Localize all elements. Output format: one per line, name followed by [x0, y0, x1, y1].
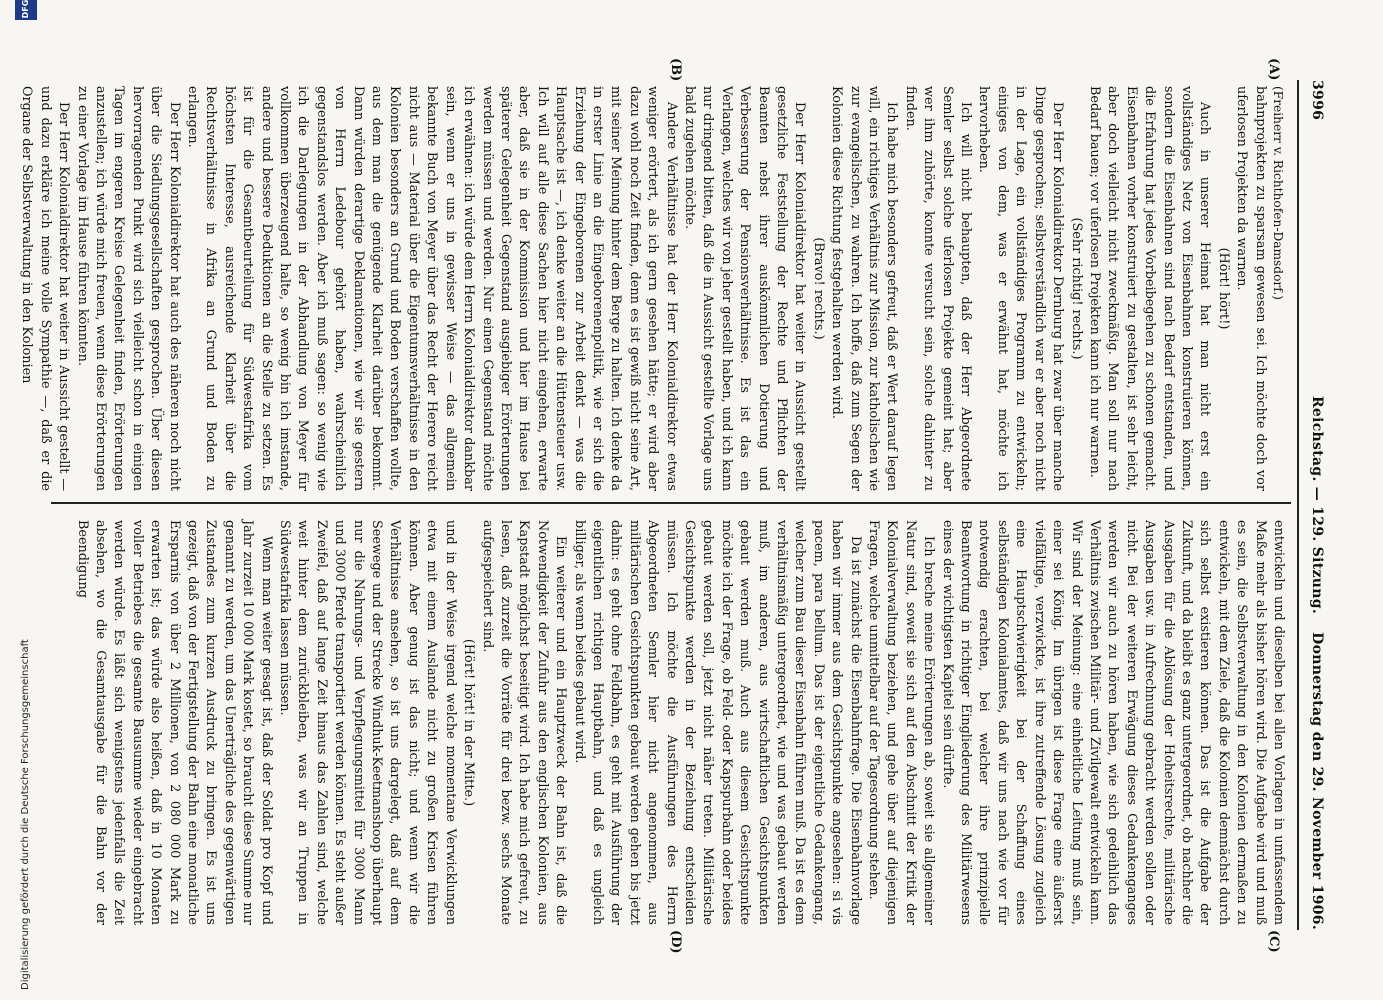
interjection: (Bravo! rechts.)	[810, 237, 826, 340]
paragraph: Der Herr Kolonialdirektor hat weiter in Aussicht gestellt gesetzliche Feststellung der Rechte und Pflichten der Beamten nebst ihrer auskömmlichen Dotierung und Verbesserung der Pensionsverhältnisse. Es ist das ein Verlangen, welches wir von jeher gestellt haben, und ich kann nur dringend bitten, daß die in Aussicht gestellte Vorlage uns bald zugehen möchte.	[682, 86, 808, 491]
interjection: (Hört! hört! in der Mitte.)	[461, 638, 477, 807]
paragraph: bahnprojekten zu sparsam gewesen sei. Ich möchte doch vor uferlosen Projekten da warnen.	[1234, 86, 1268, 491]
margin-marker-b: (B)	[668, 58, 683, 82]
margin-marker-a: (A)	[1266, 58, 1281, 81]
page-number: 3996	[1309, 80, 1325, 121]
margin-marker-c: (C)	[1266, 930, 1281, 953]
page-title: Reichstag. — 129. Sitzung.	[1309, 395, 1325, 615]
paragraph: Auch in unserer Heimat hat man nicht erst ein vollständiges Netz von Eisenbahnen konstruieren können, sondern die Eisenbahnen sind nach Bedarf entstanden, und die Erfahrung hat jedes Vorbeibegehen zu schonen gemacht. Eisenbahnen vorher konstruiert zu gestalten, ist sehr leicht, aber doch vielleicht nicht zweckmäßig. Man soll nur nach Bedarf bauen; vor uferlosen Projekten kann ich nur warnen.	[1086, 86, 1213, 491]
paragraph: Andere Verhältnisse hat der Herr Kolonialdirektor etwas weniger erörtert, als ich gern gesehen hätte; er wird aber dazu wohl noch Zeit finden, denn es ist gewiß nicht seine Art, mit seiner Meinung hinter dem Berge zu halten. Ich denke da in erster Linie an die Eingeborenenpolitik, wie er sich die Erziehung der Eingeborenen zur Arbeit denkt — was die Hauptsache ist —, ich denke weiter an die Hüttensteuer usw. Ich will auf alle diese Sachen hier nicht eingehen, erwarte aber, daß sie in der Kommission und hier im Hause bei späterer Gelegenheit Gegenstand ausgiebiger Erörterungen werden müssen und werden. Nur einen Gegenstand möchte ich erwähnen: ich würde dem Herrn Kolonialdirektor dankbar sein, wenn er uns in gewisser Weise — das allgemein bekannte Buch von Meyer über das Recht der Herero reicht nicht aus — Material über die Eigentumsverhältnisse in den Kolonien besonders an Grund und Boden verschaffen wollte, aus dem man die genügende Klarheit darüber bekommt. Dann würden derartige Deklamationen, wie wir sie gestern von Herrn Ledebour gehört haben, wahrscheinlich gegenstandslos werden. Aber ich muß sagen: so wenig wie ich die Darlegungen in der Abhandlung von Meyer für vollkommen überzeugend halte, so wenig bin ich imstande, andere und bessere Deduktionen an die Stelle zu setzen. Es ist für die Gesamtbeurteilung für Südwestafrika vom höchsten Interesse, ausreichende Klarheit über die Rechtsverhältnisse in Afrika an Grund und Boden zu erlangen.	[185, 86, 679, 491]
interjection: (Hört! hört!)	[1215, 247, 1231, 330]
paragraph: Der Herr Kolonialdirektor Dernburg hat zwar über manche Dinge gesprochen; selbstverständlich war er aber noch nicht in der Lage, ein vollständiges Programm zu entwickeln; einiges von dem, was er erwähnt hat, möchte ich hervorheben.	[976, 86, 1066, 491]
right-column	[72, 520, 1287, 925]
margin-marker-d: (D)	[668, 930, 683, 954]
session-date: Donnerstag den 29. November 1906.	[1309, 632, 1325, 930]
paragraph: entwickeln und dieselben bei allen Vorlagen in umfassendem Maße mehr als bisher hören wird. Die Aufgabe wird und muß es sein, die Selbstverwaltung in den Kolonien dermaßen zu entwickeln, mit dem Ziele, daß die Kolonien demnächst durch sich selbst existieren können. Das ist die Aufgabe der Zukunft, und da bleibt es ganz untergeordnet, ob nachher die Ausgaben für die Ablösung der Hoheitsrechte, militärische Ausgaben usw. in Aufrechnung gebracht werden sollen oder nicht. Bei der weiteren Erwägung dieses Gedankenganges werden wir auch zu hören haben, wie sich gedeihlich das Verhältnis zwischen Militär- und Zivilgewalt entwickeln kann. Wir sind der Meinung: eine einheitliche Leitung muß sein, einer sei König. Im übrigen ist diese Frage eine äußerst vielfältige, verzwickte, ist ihre zutreffende Lösung zugleich eine Hauptschwierigkeit bei der Schaffung eines selbständigen Kolonialamtes, daß wir uns nach wie vor für notwendig erachten, bei welcher ihre prinzipielle Beantwortung in richtiger Eingliederung des Militärwesens eines der wichtigsten Kapitel sein dürfte.	[939, 520, 1286, 925]
paragraph: Da ist zunächst die Eisenbahnfrage. Die Eisenbahnvorlage haben wir immer aus dem Gesichtspunkte angesehen: si vis pacem, para bellum. Das ist der eigentliche Gedankengang, welcher zum Bau dieser Eisenbahn führen muß. Da ist es dem verhältnismäßig untergeordnet, wie und was gebaut werden muß, im anderen, aus wirtschaftlichen Gesichtspunkten gebaut werden muß. Auch aus diesem Gesichtspunkte möchte ich der Frage, ob Feld- oder Kapspurbahn oder beides gebaut werden soll, jetzt nicht näher treten. Militärische Gesichtspunkte werden in der Beziehung entscheiden müssen. Ich möchte die Ausführungen des Herrn Abgeordneten Semler hier nicht angenommen, aus militärischen Gesichtspunkten gebaut werden gehen bis jetzt dahin: es geht ohne Feldbahn, es geht mit Ausführung der eigentlichen richtigen Hauptbahn, und daß es ungleich billiger, als wenn beides gebaut wird.	[571, 520, 863, 925]
left-column	[17, 86, 1287, 491]
paragraph: Wenn man weiter gesagt ist, daß der Soldat pro Kopf und Jahr zurzeit 10 000 Mark kostet, so braucht diese Summe nur genannt zu werden, um das Unerträgliche des gegenwärtigen Zustandes zum kurzen Ausdruck zu bringen. Es ist uns gezeigt, daß von der Fertigstellung der Bahn eine monatliche Ersparnis von über 2 Millionen, von 2 080 000 Mark zu erwarten ist; das würde also heißen, daß in 10 Monaten voller Betriebes die gesamte Bausumme wieder eingebracht werden würde. Es läßt sich wenigstens jedenfalls die Zeit absehen, wo die Gesamtausgabe für die Bahn vor der Beendigung	[74, 520, 274, 925]
paragraph: Ich will nicht behaupten, daß der Herr Abgeordnete Semler selbst solche uferlosen Projekte gemeint hat; aber wer ihm zuhörte, konnte versucht sein, solche dahinter zu finden.	[902, 86, 974, 491]
page-header	[1299, 80, 1325, 930]
paragraph: Der Herr Kolonialdirektor hat weiter in Aussicht gestellt — und dazu erkläre ich meine volle Sympathie —, daß er die Organe der Selbstverwaltung in den Kolonien	[19, 86, 72, 491]
header-rule	[1297, 80, 1299, 930]
dfg-logo: DFG	[15, 0, 37, 20]
speaker-line: (Freiherr v. Richthofen-Damsdorf.)	[1271, 86, 1285, 300]
paragraph: Ein weiterer und ein Hauptzweck der Bahn ist, daß die Notwendigkeit der Zufuhr aus den englischen Kolonien, aus Kapstadt möglichst beseitigt wird. Ich habe mich gefreut, zu lesen, daß zurzeit die Vorräte für drei bezw. sechs Monate aufgespeichert sind.	[479, 520, 569, 925]
digitization-credit: Digitalisierung gefördert durch die Deutsche Forschungsgemeinschaft	[20, 639, 31, 990]
paragraph: Ich breche meine Erörterungen ab, soweit sie allgemeiner Natur sind, soweit sie sich auf den Abschnitt der Kritik der Kolonialverwaltung beziehen, und gehe über auf diejenigen Fragen, welche unmittelbar auf der Tagesordnung stehen.	[866, 520, 937, 925]
paragraph: Ich habe mich besonders gefreut, daß er Wert darauf legen will, ein richtiges Verhältnis zur Mission, zur katholischen wie zur evangelischen, zu wahren. Ich hoffe, daß zum Segen der Kolonien diese Richtung festgehalten werden wird.	[829, 86, 900, 491]
interjection: (Sehr richtig! rechts.)	[1068, 217, 1084, 360]
paragraph: Der Herr Kolonialdirektor hat auch des näheren noch nicht über die Siedlungsgesellschaften gesprochen. Über diesen hervorragenden Punkt wird sich vielleicht schon in einigen Tagen im engeren Kreise Gelegenheit finden, Erörterungen anzustellen; ich würde mich freuen, wenn diese Erörterungen zu einer Vorlage im Hause führen könnten.	[74, 86, 182, 491]
column-divider	[51, 502, 1291, 504]
paragraph: und in der Weise irgend welche momentane Verwicklungen etwa mit einem Auslande nicht zu großen Krisen führen können. Aber genug ist das nicht; und wenn wir die Verhältnisse ansehen, so ist uns dargelegt, daß auf dem Seewege und der Strecke Windhuk-Keetmanshoop überhaupt nur die Nahrungs- und Verpflegungsmittel für 3000 Mann und 3000 Pferde transportiert werden können. Es steht außer Zweifel, daß auf lange Zeit hinaus das Zahlen sind, welche weit hinter dem zurückbleiben, was wir an Truppen in Südwestafrika lassen müssen.	[277, 520, 458, 925]
